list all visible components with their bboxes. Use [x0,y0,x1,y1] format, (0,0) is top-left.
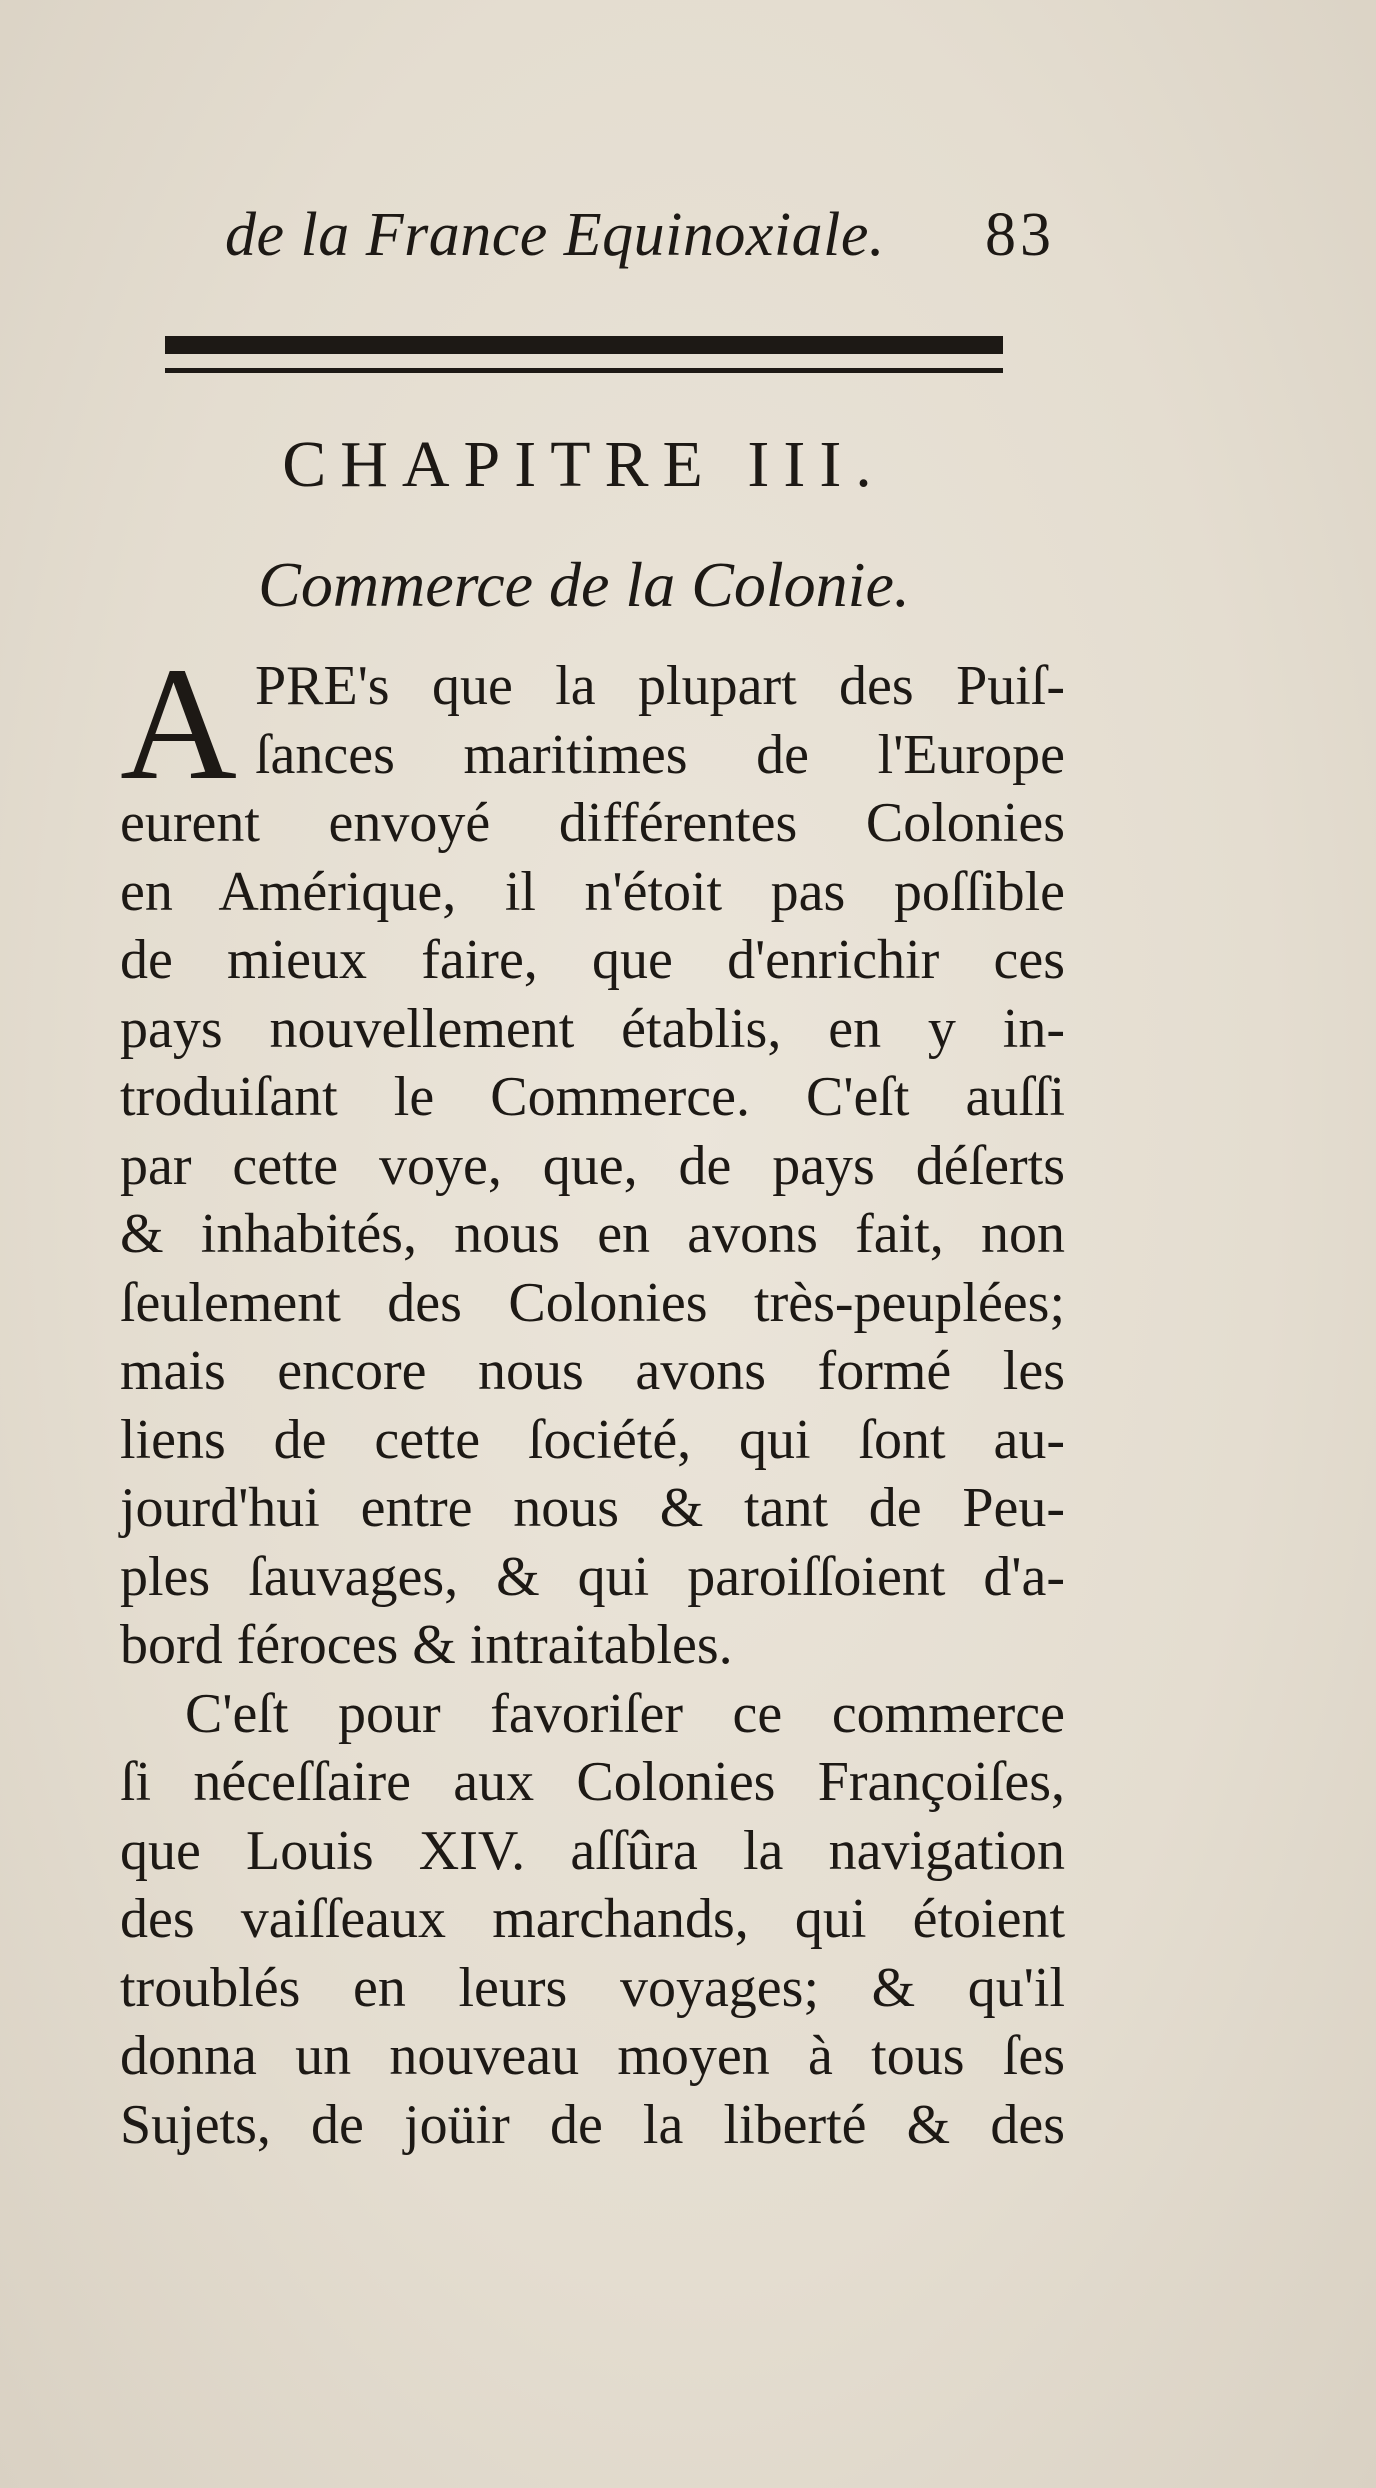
text-line: & inhabités, nous en avons fait, non [120,1203,1065,1265]
header-rule-thick [165,336,1003,354]
header-rule-thin [165,368,1003,373]
page-number: 83 [985,201,1055,269]
text-line: C'eſt pour favoriſer ce commerce [185,1682,1065,1745]
text-line: donna un nouveau moyen à tous ſes [120,2025,1065,2087]
chapter-subtitle: Commerce de la Colonie. [258,549,910,620]
text-line: que Louis XIV. aſſûra la navigation [120,1819,1065,1882]
running-head: de la France Equinoxiale. [225,201,885,269]
text-line: eurent envoyé différentes Colonies [120,792,1065,854]
paragraph-2 [120,1680,1065,2160]
body-text [120,635,1065,2159]
text-line: par cette voye, que, de pays déſerts [120,1134,1065,1197]
text-line: ſeulement des Colonies très-peuplées; [120,1271,1065,1334]
text-line: PRE's que la plupart des Puiſ- [255,655,1065,717]
text-line: pays nouvellement établis, en y in- [120,997,1065,1060]
text-line: liens de cette ſociété, qui ſont au- [120,1408,1065,1471]
text-line: en Amérique, il n'étoit pas poſſible [120,860,1065,923]
paragraph-1 [120,635,1065,1680]
chapter-title: CHAPITRE III. [282,428,886,501]
text-line: troduiſant le Commerce. C'eſt auſſi [120,1066,1065,1128]
text-line: bord féroces & intraitables. [120,1614,733,1676]
text-line: des vaiſſeaux marchands, qui étoient [120,1888,1065,1950]
text-line: ples ſauvages, & qui paroiſſoient d'a- [120,1545,1065,1608]
text-line: jourd'hui entre nous & tant de Peu- [120,1477,1065,1539]
text-line: ſances maritimes de l'Europe [255,723,1065,786]
text-line: de mieux faire, que d'enrichir ces [120,929,1065,991]
text-line: ſi néceſſaire aux Colonies Françoiſes, [120,1751,1065,1813]
drop-cap: A [120,635,237,814]
text-line: troublés en leurs voyages; & qu'il [120,1956,1065,2019]
text-line: Sujets, de joüir de la liberté & des [120,2093,1065,2156]
page-header [225,190,1055,280]
text-line: mais encore nous avons formé les [120,1340,1065,1402]
